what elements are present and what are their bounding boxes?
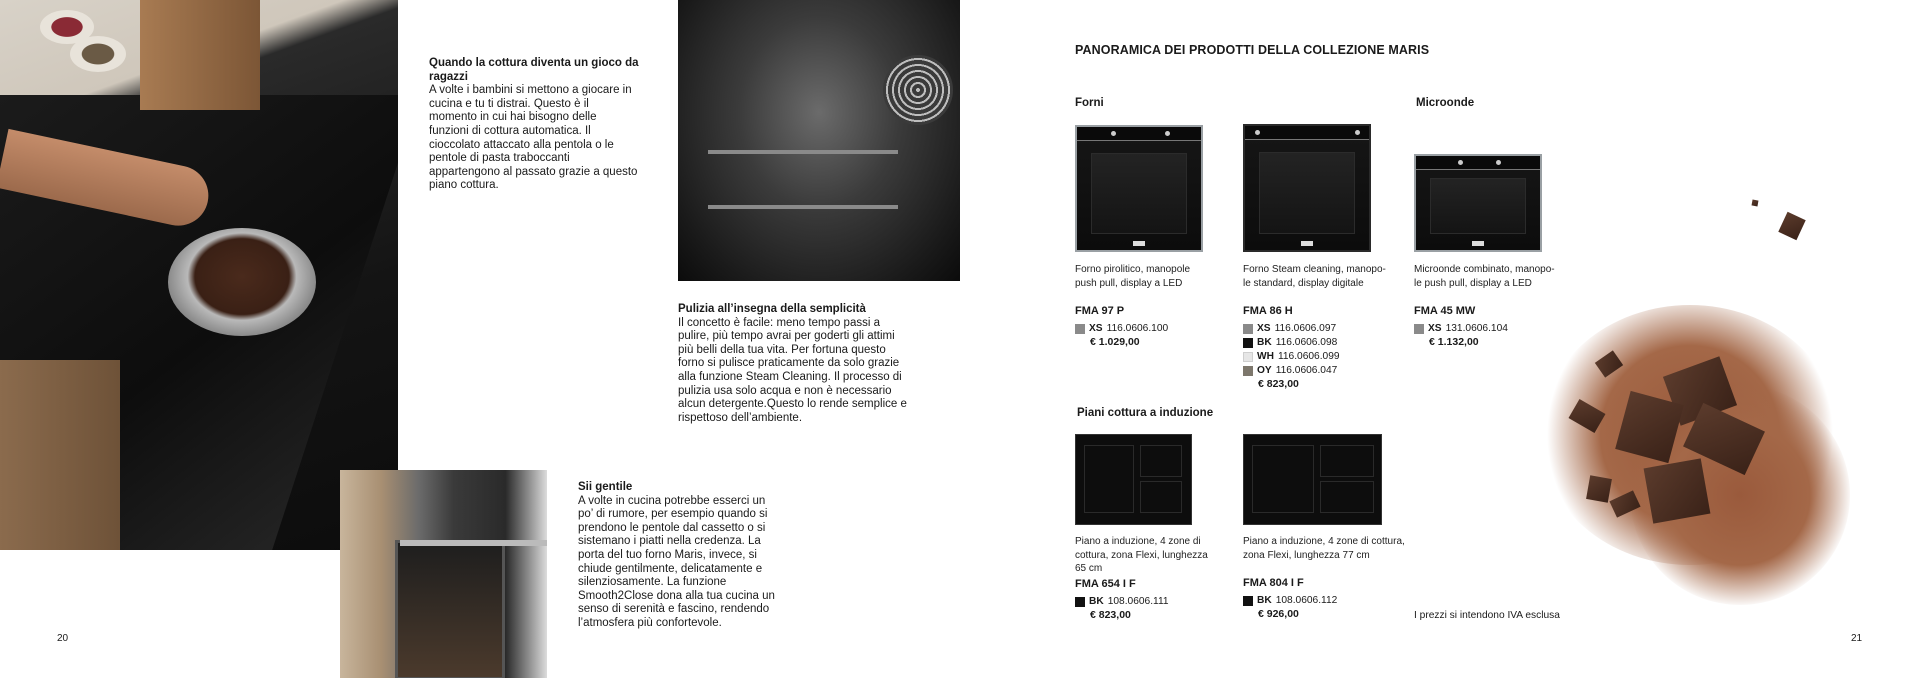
color-swatch	[1075, 324, 1085, 334]
product-price: € 823,00	[1090, 608, 1131, 621]
variant-row: BK 116.0606.098	[1243, 336, 1403, 350]
oven-fma86h-image	[1243, 124, 1371, 252]
product-description: Microonde combinato, manopo- le push pull, display a LED	[1414, 264, 1555, 289]
color-swatch	[1075, 597, 1085, 607]
product-price: € 823,00	[1258, 378, 1299, 391]
heading-cooking: Quando la cottura diventa un gioco da ragazzi	[429, 57, 639, 83]
product-price: € 926,00	[1258, 608, 1299, 621]
product-model: FMA 86 H	[1243, 305, 1293, 318]
color-swatch	[1414, 324, 1424, 334]
variant-row: WH 116.0606.099	[1243, 350, 1403, 364]
product-model: FMA 804 I F	[1243, 577, 1304, 590]
heading-cleaning: Pulizia all’insegna della semplicità	[678, 303, 866, 315]
product-description: Piano a induzione, 4 zone di cottura, zona Flexi, lunghezza 77 cm	[1243, 536, 1405, 561]
color-swatch	[1243, 324, 1253, 334]
body-cooking: A volte i bambini si mettono a giocare in cucina e tu ti distrai. Questo è il momento in cui hai bisogno delle funzioni di cottura automatica. Il cioccolato attaccato alla pentola o le pentole di pasta traboccanti appartengono al passato grazie a questo piano cottura.	[429, 84, 638, 192]
page-number-right: 21	[1851, 633, 1863, 644]
variant-row: XS 116.0606.097	[1243, 322, 1403, 336]
photo-chocolate-cocoa	[1480, 265, 1880, 635]
variant-row: BK 108.0606.112	[1243, 594, 1423, 608]
product-model: FMA 45 MW	[1414, 305, 1476, 318]
microwave-fma45mw-image	[1414, 154, 1542, 252]
variant-row: XS 131.0606.104	[1414, 322, 1574, 336]
body-gentle: A volte in cucina potrebbe esserci un po’ di rumore, per esempio quando si prendono le pentole dal cassetto o si sistemano i piatti nella credenza. La porta del tuo forno Maris, invece, si chiude gentilmente, delicatamente e silenziosamente. La funzione Smooth2Close dona alla tua cucina un senso di serenità e fascino, rendendo l’atmosfera più confortevole.	[578, 494, 775, 629]
product-price: € 1.029,00	[1090, 336, 1140, 349]
chocolate-fragment	[1778, 212, 1805, 240]
product-price: € 1.132,00	[1429, 336, 1479, 349]
variant-row: XS 116.0606.100	[1075, 322, 1225, 336]
text-block-cleaning	[678, 303, 913, 425]
variant-row: BK 108.0606.111	[1075, 595, 1225, 609]
product-model: FMA 654 I F	[1075, 577, 1136, 590]
product-description: Forno pirolitico, manopole push pull, display a LED	[1075, 264, 1191, 289]
chocolate-fragment	[1752, 200, 1759, 207]
product-fma97p	[1075, 263, 1225, 348]
product-model: FMA 97 P	[1075, 305, 1125, 318]
section-microonde: Microonde	[1416, 97, 1475, 109]
photo-oven-door	[340, 470, 547, 678]
product-description: Piano a induzione, 4 zone di cottura, zona Flexi, lunghezza 65 cm	[1075, 536, 1208, 575]
product-description: Forno Steam cleaning, manopo- le standard, display digitale	[1243, 264, 1386, 289]
oven-fma97p-image	[1075, 125, 1203, 252]
product-fma804if	[1243, 535, 1423, 620]
heading-gentle: Sii gentile	[578, 481, 633, 493]
color-swatch	[1243, 596, 1253, 606]
text-block-gentle	[578, 481, 778, 631]
hob-fma804if-image	[1243, 434, 1382, 525]
vat-note: I prezzi si intendono IVA esclusa	[1414, 610, 1560, 621]
section-forni: Forni	[1075, 97, 1104, 109]
body-cleaning: Il concetto è facile: meno tempo passi a pulire, più tempo avrai per goderti gli attimi più belli della tua vita. Per fortuna questo forno si pulisce praticamente da solo grazie alla funzione Steam Cleaning. Il processo di pulizia usa solo acqua e non è necessario alcun detergente.Questo lo rende semplice e rispettoso dell’ambiente.	[678, 316, 907, 424]
photo-kitchen-cooking	[0, 0, 398, 550]
product-fma86h	[1243, 263, 1403, 390]
color-swatch	[1243, 366, 1253, 376]
variant-row: OY 116.0606.047	[1243, 364, 1403, 378]
photo-oven-interior	[678, 0, 960, 281]
color-swatch	[1243, 352, 1253, 362]
page-number-left: 20	[57, 633, 69, 644]
collection-title: PANORAMICA DEI PRODOTTI DELLA COLLEZIONE MARIS	[1075, 43, 1430, 57]
product-fma654if	[1075, 535, 1225, 621]
section-piani-induzione: Piani cottura a induzione	[1077, 407, 1214, 419]
color-swatch	[1243, 338, 1253, 348]
hob-fma654if-image	[1075, 434, 1192, 525]
text-block-cooking	[429, 57, 639, 193]
